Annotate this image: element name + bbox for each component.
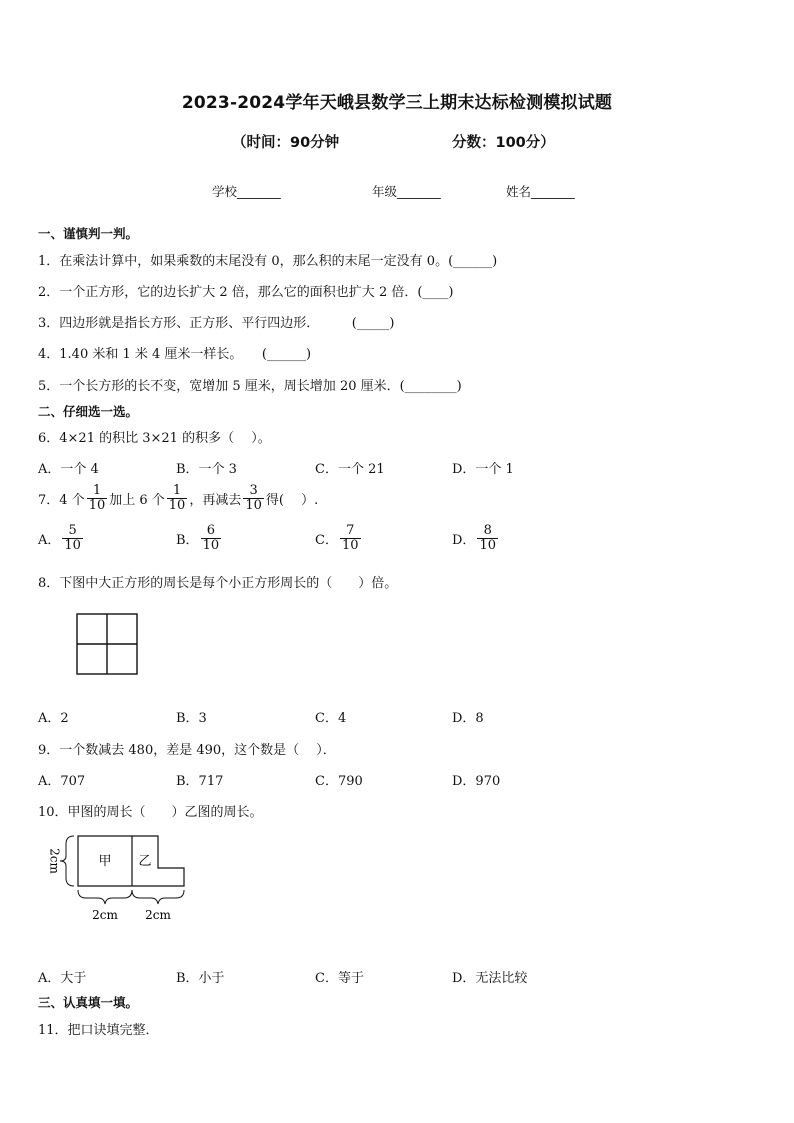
q8-option-b: B．3	[176, 711, 207, 726]
question-10: 10．甲图的周长（ ）乙图的周长。	[38, 805, 263, 820]
q7-fraction-2	[167, 484, 188, 512]
q7-option-c-num: 7	[346, 523, 355, 538]
q7-fraction-3-den: 10	[245, 497, 262, 513]
q7-option-c-fraction	[340, 524, 361, 552]
q9-option-b: B．717	[176, 774, 224, 789]
q8-option-a: A．2	[38, 711, 69, 726]
q9-option-d: D．970	[452, 774, 501, 789]
q7-option-c-label: C．	[315, 532, 338, 548]
q10-option-c: C．等于	[315, 971, 364, 986]
q7-option-b-num: 6	[206, 523, 215, 538]
name-field: 姓名_______	[506, 184, 575, 199]
combined-outline	[78, 836, 184, 886]
question-6: 6．4×21 的积比 3×21 的积多（ ）。	[38, 431, 271, 446]
q6-option-b: B．一个 3	[176, 462, 237, 477]
q7-fraction-2-num: 1	[172, 483, 182, 498]
q7-option-b-label: B．	[176, 532, 199, 548]
q8-option-c: C．4	[315, 711, 347, 726]
question-7	[38, 484, 318, 512]
q7-option-d-num: 8	[483, 523, 492, 538]
q7-text-2: 加上 6 个	[109, 492, 165, 508]
q7-option-d-label: D．	[452, 532, 476, 548]
q10-option-a: A．大于	[38, 971, 87, 986]
page-title: 2023-2024学年天峨县数学三上期末达标检测模拟试题	[181, 93, 613, 113]
question-4: 4．1.40 米和 1 米 4 厘米一样长。 (______)	[38, 347, 312, 362]
q7-option-a-num: 5	[68, 523, 77, 538]
q7-option-b-den: 10	[202, 537, 220, 553]
question-8: 8．下图中大正方形的周长是每个小正方形周长的（ ）倍。	[38, 576, 398, 591]
q9-option-a: A．707	[38, 774, 86, 789]
section-heading-3: 三、认真填一填。	[38, 995, 139, 1010]
grade-field: 年级_______	[372, 184, 441, 199]
question-11: 11．把口诀填完整．	[38, 1023, 159, 1038]
question-5: 5．一个长方形的长不变，宽增加 5 厘米，周长增加 20 厘米．(________)	[38, 379, 462, 394]
q7-option-a-den: 10	[64, 537, 81, 553]
q7-text-3: ，再减去	[189, 492, 242, 508]
q7-option-d-fraction	[477, 524, 498, 552]
q7-text-1: 7．4 个	[38, 492, 85, 508]
q7-option-b-fraction	[201, 524, 222, 552]
q7-option-d-den: 10	[479, 537, 496, 553]
q7-option-c-den: 10	[341, 537, 359, 553]
q7-fraction-3	[243, 484, 264, 512]
section-heading-2: 二、仔细选一选。	[38, 404, 139, 419]
bottom-brace-1	[78, 890, 132, 904]
bottom-dimension-1: 2cm	[92, 908, 118, 922]
question-3: 3．四边形就是指长方形、正方形、平行四边形． (_____)	[38, 316, 395, 331]
q8-option-d: D．8	[452, 711, 484, 726]
q7-fraction-1-den: 10	[88, 497, 106, 513]
question-9: 9．一个数减去 480，差是 490，这个数是（ ）．	[38, 743, 336, 758]
q10-shape-figure	[40, 828, 200, 928]
yi-label: 乙	[138, 854, 152, 869]
q7-option-c	[315, 524, 363, 552]
q7-option-a-fraction	[62, 524, 83, 552]
q6-option-a: A．一个 4	[38, 462, 99, 477]
jia-label: 甲	[98, 854, 112, 869]
q6-option-d: D．一个 1	[452, 462, 514, 477]
section-heading-1: 一、谨慎判一判。	[38, 226, 139, 241]
q7-option-d	[452, 524, 500, 552]
left-dimension: 2cm	[47, 848, 62, 874]
question-2: 2．一个正方形，它的边长扩大 2 倍，那么它的面积也扩大 2 倍．(____)	[38, 285, 454, 300]
q10-option-b: B．小于	[176, 971, 225, 986]
school-field: 学校_______	[212, 184, 281, 199]
question-1: 1．在乘法计算中，如果乘数的末尾没有 0，那么积的末尾一定没有 0。(______)	[38, 254, 498, 269]
q7-option-a	[38, 524, 85, 552]
q7-text-4: 得( ）.	[265, 492, 319, 508]
q7-option-b	[176, 524, 223, 552]
q7-option-a-label: A．	[38, 532, 61, 548]
q8-square-figure	[76, 613, 140, 677]
q7-fraction-3-num: 3	[249, 483, 258, 498]
exam-time: （时间：90分钟	[232, 135, 340, 151]
q7-fraction-1	[87, 484, 108, 512]
q10-option-d: D．无法比较	[452, 971, 528, 986]
exam-score: 分数：100分）	[452, 135, 555, 151]
bottom-dimension-2: 2cm	[145, 908, 171, 922]
q9-option-c: C．790	[315, 774, 363, 789]
bottom-brace-2	[132, 890, 184, 904]
q6-option-c: C．一个 21	[315, 462, 385, 477]
q7-fraction-2-den: 10	[168, 497, 186, 513]
q7-fraction-1-num: 1	[92, 483, 102, 498]
